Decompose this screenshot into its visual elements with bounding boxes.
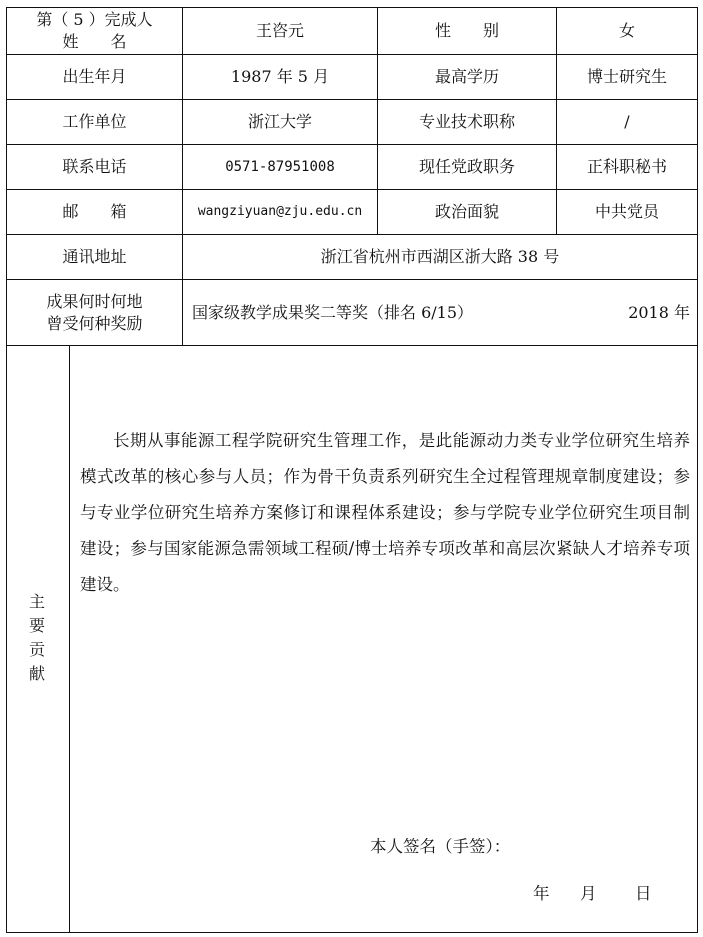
name-value: 王咨元: [255, 21, 304, 40]
completer-name-label: [7, 8, 182, 54]
contribution-label-char: 贡: [28, 640, 45, 659]
address-label: 通讯地址: [62, 247, 127, 266]
completer-rank-label: 第（ 5 ）完成人: [36, 10, 153, 29]
contribution-label-char: 要: [28, 616, 45, 635]
employer-label: 工作单位: [62, 112, 127, 131]
name-label: 姓 名: [62, 32, 127, 51]
contribution-text: 长期从事能源工程学院研究生管理工作，是此能源动力类专业学位研究生培养模式改革的核心参与人员；作为骨干负责系列研究生全过程管理规章制度建设；参与专业学位研究生培养方案修订和课程体系建设；参与学院专业学位研究生项目制建设；参与国家能源急需领域工程硕/博士培养专项改革和高层次紧缺人才培养专项建设。: [80, 431, 690, 594]
birth-date-value: 1987 年 5 月: [230, 67, 330, 86]
signature-date-day: 日: [635, 884, 652, 903]
signature-label: 本人签名（手签）：: [370, 837, 511, 856]
award-label-line1: 成果何时何地: [46, 291, 143, 311]
row-divider: [6, 345, 698, 346]
signature-date-month: 月: [580, 884, 597, 903]
gender-label: 性 别: [434, 21, 499, 40]
contribution-label: [25, 590, 49, 686]
award-year: 2018 年: [628, 302, 690, 322]
gender-value: 女: [618, 21, 635, 40]
phone-label: 联系电话: [62, 157, 127, 176]
employer-value: 浙江大学: [247, 112, 312, 131]
email-label: 邮 箱: [62, 202, 127, 221]
award-label-line2: 曾受何种奖励: [46, 313, 143, 333]
position-value: 正科职秘书: [586, 157, 667, 176]
political-status-value: 中共党员: [594, 202, 659, 221]
professional-title-label: 专业技术职称: [418, 112, 515, 131]
column-divider: [69, 345, 70, 932]
phone-value: 0571-87951008: [225, 159, 335, 175]
award-label: [7, 280, 182, 345]
position-label: 现任党政职务: [418, 157, 515, 176]
signature-date-year: 年: [533, 884, 550, 903]
contribution-label-char: 献: [28, 664, 45, 683]
birth-date-label: 出生年月: [62, 67, 127, 86]
education-value: 博士研究生: [586, 67, 667, 86]
political-status-label: 政治面貌: [434, 202, 499, 221]
contribution-label-char: 主: [28, 592, 45, 611]
education-label: 最高学历: [434, 67, 499, 86]
table-border-right: [697, 7, 698, 933]
table-border-bottom: [6, 932, 698, 933]
address-value: 浙江省杭州市西湖区浙大路 38 号: [320, 247, 560, 266]
professional-title-value: /: [624, 112, 630, 131]
email-value: wangziyuan@zju.edu.cn: [197, 204, 363, 219]
award-value: 国家级教学成果奖二等奖（排名 6/15）: [192, 302, 474, 322]
